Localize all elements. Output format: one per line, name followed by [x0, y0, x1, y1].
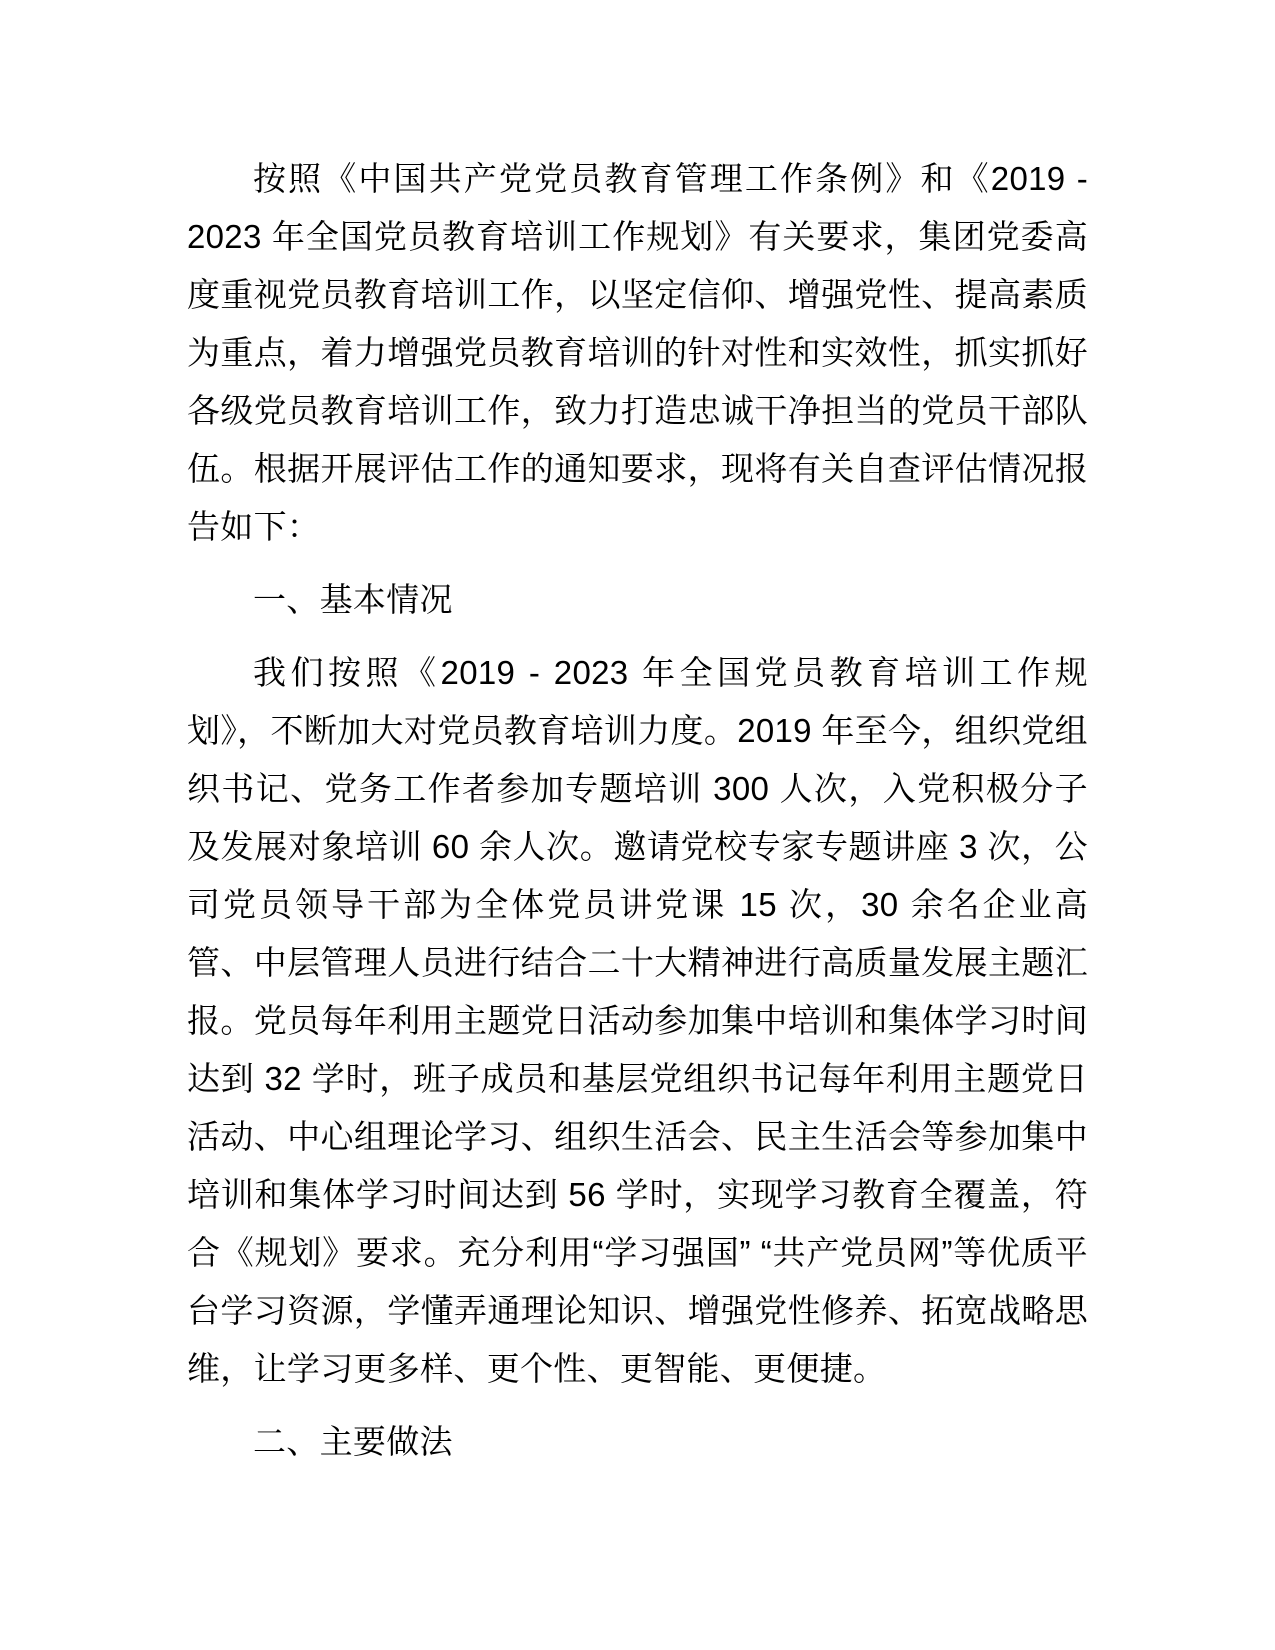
- paragraph-intro: 按照《中国共产党党员教育管理工作条例》和《2019 - 2023 年全国党员教育培训工作规划》有关要求，集团党委高度重视党员教育培训工作，以坚定信仰、增强党性、提高素质为重点，着力增强党员教育培训的针对性和实效性，抓实抓好各级党员教育培训工作，致力打造忠诚干净担当的党员干部队伍。根据开展评估工作的通知要求，现将有关自查评估情况报告如下：: [187, 160, 1088, 545]
- heading-section-1-basic-situation: 一、基本情况: [253, 581, 453, 618]
- paragraph-basic-situation: 我们按照《2019 - 2023 年全国党员教育培训工作规划》，不断加大对党员教育培训力度。2019 年至今，组织党组织书记、党务工作者参加专题培训 300 人次，入党积极分子及发展对象培训 60 余人次。邀请党校专家专题讲座 3 次，公司党员领导干部为全体党员讲党课 15 次，30 余名企业高管、中层管理人员进行结合二十大精神进行高质量发展主题汇报。党员每年利用主题党日活动参加集中培训和集体学习时间达到 32 学时，班子成员和基层党组织书记每年利用主题党日活动、中心组理论学习、组织生活会、民主生活会等参加集中培训和集体学习时间达到 56 学时，实现学习教育全覆盖，符合《规划》要求。充分利用“学习强国” “共产党员网”等优质平台学习资源，学懂弄通理论知识、增强党性修养、拓宽战略思维，让学习更多样、更个性、更智能、更便捷。: [187, 654, 1088, 1387]
- heading-section-2-main-practices: 二、主要做法: [253, 1423, 453, 1460]
- document-content: [187, 150, 1088, 1486]
